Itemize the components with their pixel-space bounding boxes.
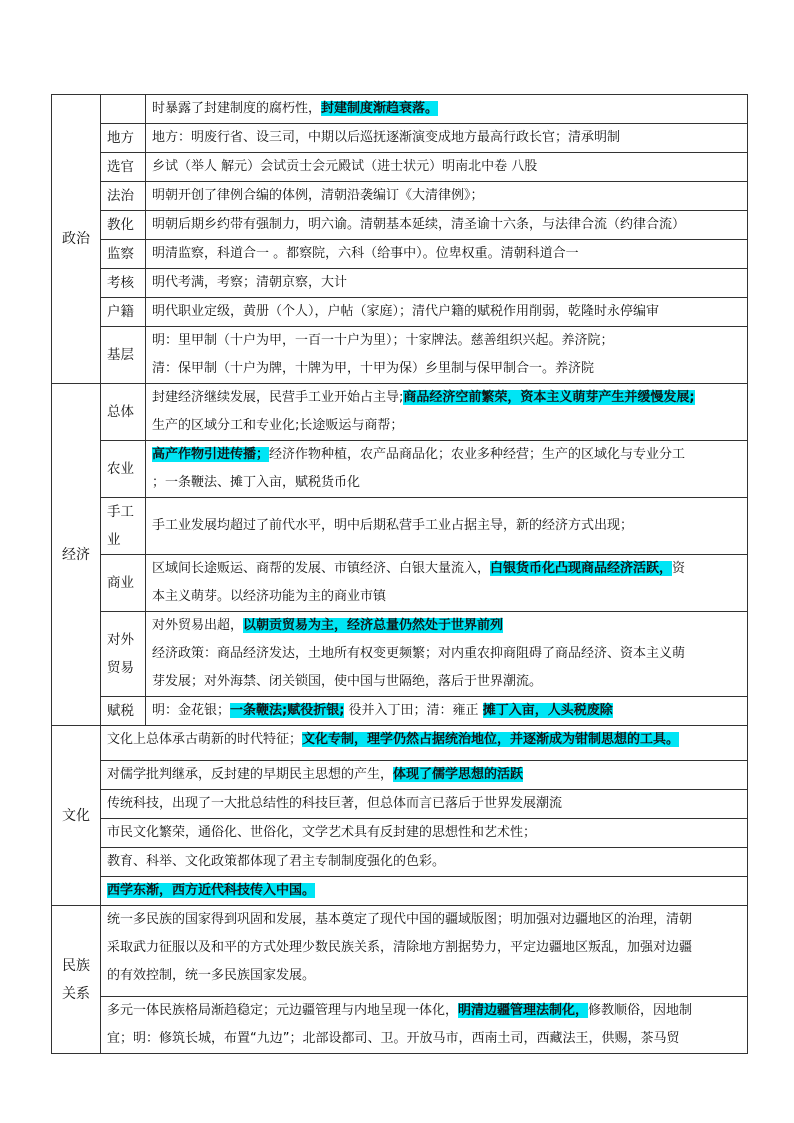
subcategory-label: 贸易 <box>107 660 134 676</box>
subcategory-label: 法治 <box>107 188 134 204</box>
text-line <box>107 962 741 990</box>
text-line <box>152 355 741 383</box>
text-run: 修教顺俗，因地制 <box>588 1003 693 1018</box>
text-run: 资 <box>672 561 686 576</box>
content-cell <box>101 761 748 790</box>
table-row <box>52 761 748 790</box>
text-run: 地方：明废行省、设三司，中期以后巡抚逐渐演变成地方最高行政长官；清承明制 <box>152 130 621 145</box>
table-row <box>52 997 748 1054</box>
content-cell <box>146 124 748 153</box>
text-line <box>107 997 741 1025</box>
table-row <box>52 211 748 240</box>
text-line <box>152 583 741 611</box>
content-cell <box>101 848 748 877</box>
table-row <box>52 498 748 555</box>
text-run: 传统科技，出现了一大批总结性的科技巨著，但总体而言已落后于世界发展潮流 <box>107 796 563 811</box>
text-run: 役并入丁田；清：雍正 <box>344 703 483 718</box>
highlighted-text: 封建制度渐趋衰落。 <box>321 101 439 116</box>
table-row <box>52 298 748 327</box>
content-cell <box>146 384 748 441</box>
category-cell-culture <box>52 726 101 906</box>
text-run: 明朝开创了律例合编的体例，清朝沿袭编订《大清律例》； <box>152 188 484 203</box>
highlighted-text: 文化专制，理学仍然占据统治地位，并逐渐成为钳制思想的工具。 <box>302 732 680 747</box>
subcategory-cell <box>101 441 146 498</box>
table-row <box>52 848 748 877</box>
content-cell <box>146 211 748 240</box>
text-run: 对儒学批判继承，反封建的早期民主思想的产生， <box>107 767 394 782</box>
text-run: 教育、科举、文化政策都体现了君主专制制度强化的色彩。 <box>107 854 446 869</box>
content-cell <box>146 697 748 726</box>
table-row <box>52 726 748 761</box>
subcategory-cell <box>101 240 146 269</box>
content-cell <box>146 95 748 124</box>
text-run: 明代考满，考察；清朝京察，大计 <box>152 275 348 290</box>
subcategory-cell <box>101 327 146 384</box>
text-line <box>107 1025 741 1053</box>
subcategory-label: 手工 <box>107 504 134 520</box>
text-line <box>152 469 741 497</box>
subcategory-label: 地方 <box>107 130 134 146</box>
table-row <box>52 124 748 153</box>
history-summary-table <box>51 94 748 1054</box>
text-run: ；一条鞭法、摊丁入亩，赋税货币化 <box>152 475 361 490</box>
text-run: 手工业发展均超过了前代水平，明中后期私营手工业占据主导，新的经济方式出现； <box>152 518 634 533</box>
text-line <box>152 412 741 440</box>
text-line <box>152 327 741 355</box>
content-cell <box>146 269 748 298</box>
table-row <box>52 555 748 612</box>
highlighted-text: 高产作物引进传播； <box>152 447 270 462</box>
text-run: 的有效控制，统一多民族国家发展。 <box>107 968 316 983</box>
table-row <box>52 384 748 441</box>
subcategory-cell <box>101 182 146 211</box>
text-run: 时暴露了封建制度的腐朽性， <box>152 101 322 116</box>
table-row <box>52 441 748 498</box>
table-row <box>52 240 748 269</box>
content-cell <box>101 997 748 1054</box>
highlighted-text: 商品经济空前繁荣，资本主义萌芽产生并缓慢发展; <box>403 390 695 405</box>
text-run: 本主义萌芽。以经济功能为主的商业市镇 <box>152 589 387 604</box>
subcategory-cell <box>101 269 146 298</box>
subcategory-label: 农业 <box>107 461 134 477</box>
content-cell <box>101 790 748 819</box>
subcategory-cell <box>101 498 146 555</box>
text-run: 文化上总体承古萌新的时代特征； <box>107 732 303 747</box>
subcategory-label: 赋税 <box>107 703 134 719</box>
content-cell <box>146 240 748 269</box>
subcategory-label: 教化 <box>107 217 134 233</box>
highlighted-text: 摊丁入亩，人头税废除 <box>482 703 613 718</box>
content-cell <box>146 182 748 211</box>
category-label: 民族 <box>62 957 90 974</box>
subcategory-cell <box>101 211 146 240</box>
content-cell <box>101 819 748 848</box>
text-line <box>107 906 741 934</box>
table-row <box>52 153 748 182</box>
table-row <box>52 697 748 726</box>
content-cell <box>146 555 748 612</box>
text-run: 经济政策：商品经济发达，土地所有权变更频繁；对内重农抑商阻碍了商品经济、资本主义萌 <box>152 646 686 661</box>
subcategory-cell <box>101 555 146 612</box>
text-run: 生产的区域分工和专业化;长途贩运与商帮； <box>152 418 404 433</box>
table-row <box>52 877 748 906</box>
content-cell <box>146 327 748 384</box>
subcategory-label: 考核 <box>107 275 134 291</box>
text-line <box>107 934 741 962</box>
highlighted-text: 白银货币化凸现商品经济活跃， <box>490 561 673 576</box>
text-run: 市民文化繁荣，通俗化、世俗化，文学艺术具有反封建的思想性和艺术性； <box>107 825 537 840</box>
text-run: 清：保甲制（十户为牌，十牌为甲，十甲为保）乡里制与保甲制合一。养济院 <box>152 361 595 376</box>
highlighted-text: 一条鞭法;赋役折银; <box>230 703 345 718</box>
category-label: 经济 <box>62 546 90 563</box>
text-run: 封建经济继续发展，民营手工业开始占主导; <box>152 390 404 405</box>
text-run: 多元一体民族格局渐趋稳定；元边疆管理与内地呈现一体化， <box>107 1003 459 1018</box>
subcategory-label: 业 <box>107 532 121 548</box>
subcategory-label: 商业 <box>107 575 134 591</box>
text-line <box>152 668 741 696</box>
highlighted-text: 西学东渐，西方近代科技传入中国。 <box>107 883 316 898</box>
text-run: 明朝后期乡约带有强制力，明六谕。清朝基本延续，清圣谕十六条，与法律合流（约律合流） <box>152 217 686 232</box>
content-cell <box>101 906 748 997</box>
table-row <box>52 906 748 997</box>
text-line <box>152 384 741 412</box>
subcategory-cell <box>101 153 146 182</box>
table-row <box>52 327 748 384</box>
text-run: 统一多民族的国家得到巩固和发展，基本奠定了现代中国的疆域版图；明加强对边疆地区的治理，清朝 <box>107 912 693 927</box>
text-line <box>152 441 741 469</box>
subcategory-cell <box>101 612 146 697</box>
table-row <box>52 182 748 211</box>
subcategory-label: 户籍 <box>107 304 134 320</box>
highlighted-text: 以朝贡贸易为主，经济总量仍然处于世界前列 <box>243 618 504 633</box>
subcategory-label: 对外 <box>107 632 134 648</box>
subcategory-cell <box>101 298 146 327</box>
subcategory-label: 监察 <box>107 246 134 262</box>
content-cell <box>146 153 748 182</box>
subcategory-label: 选官 <box>107 159 134 175</box>
text-run: 明代职业定级，黄册（个人），户帖（家庭）；清代户籍的赋税作用削弱，乾隆时永停编审 <box>152 304 660 319</box>
subcategory-cell <box>101 124 146 153</box>
document-page <box>51 94 748 1054</box>
subcategory-cell <box>101 95 146 124</box>
table-row <box>52 269 748 298</box>
highlighted-text: 明清边疆管理法制化， <box>458 1003 589 1018</box>
table-row <box>52 612 748 697</box>
text-line <box>152 555 741 583</box>
category-label: 关系 <box>62 985 90 1002</box>
content-cell <box>146 498 748 555</box>
category-cell-ethnic <box>52 906 101 1054</box>
text-run: 明：里甲制（十户为甲，一百一十户为里）；十家牌法。慈善组织兴起。养济院； <box>152 333 614 348</box>
text-run: 对外贸易出超， <box>152 618 244 633</box>
text-run: 明：金花银； <box>152 703 231 718</box>
content-cell <box>101 877 748 906</box>
content-cell <box>101 726 748 761</box>
text-run: 采取武力征服以及和平的方式处理少数民族关系，清除地方割据势力，平定边疆地区叛乱，加强对边疆 <box>107 940 693 955</box>
subcategory-cell <box>101 697 146 726</box>
subcategory-label: 基层 <box>107 347 134 363</box>
text-line <box>152 612 741 640</box>
subcategory-label: 总体 <box>107 404 134 420</box>
category-cell-economy <box>52 384 101 726</box>
content-cell <box>146 441 748 498</box>
subcategory-cell <box>101 384 146 441</box>
category-label: 文化 <box>62 807 90 824</box>
text-run: 乡试（举人 解元）会试贡士会元殿试（进士状元）明南北中卷 八股 <box>152 159 538 174</box>
content-cell <box>146 612 748 697</box>
table-row <box>52 95 748 124</box>
text-run: 明清监察，科道合一 。都察院，六科（给事中）。位卑权重。清朝科道合一 <box>152 246 579 261</box>
text-line <box>152 640 741 668</box>
table-row <box>52 819 748 848</box>
table-row <box>52 790 748 819</box>
category-label: 政治 <box>62 231 90 247</box>
content-cell <box>146 298 748 327</box>
category-cell-politics <box>52 95 101 384</box>
text-run: 经济作物种植，农产品商品化；农业多种经营；生产的区域化与专业分工 <box>269 447 686 462</box>
text-run: 宜；明：修筑长城，布置“九边”；北部设都司、卫。开放马市，西南土司，西藏法王，供赐，茶马贸 <box>107 1031 680 1046</box>
text-run: 芽发展；对外海禁、闭关锁国，使中国与世隔绝，落后于世界潮流。 <box>152 674 543 689</box>
highlighted-text: 体现了儒学思想的活跃 <box>393 767 524 782</box>
text-run: 区域间长途贩运、商帮的发展、市镇经济、白银大量流入， <box>152 561 491 576</box>
